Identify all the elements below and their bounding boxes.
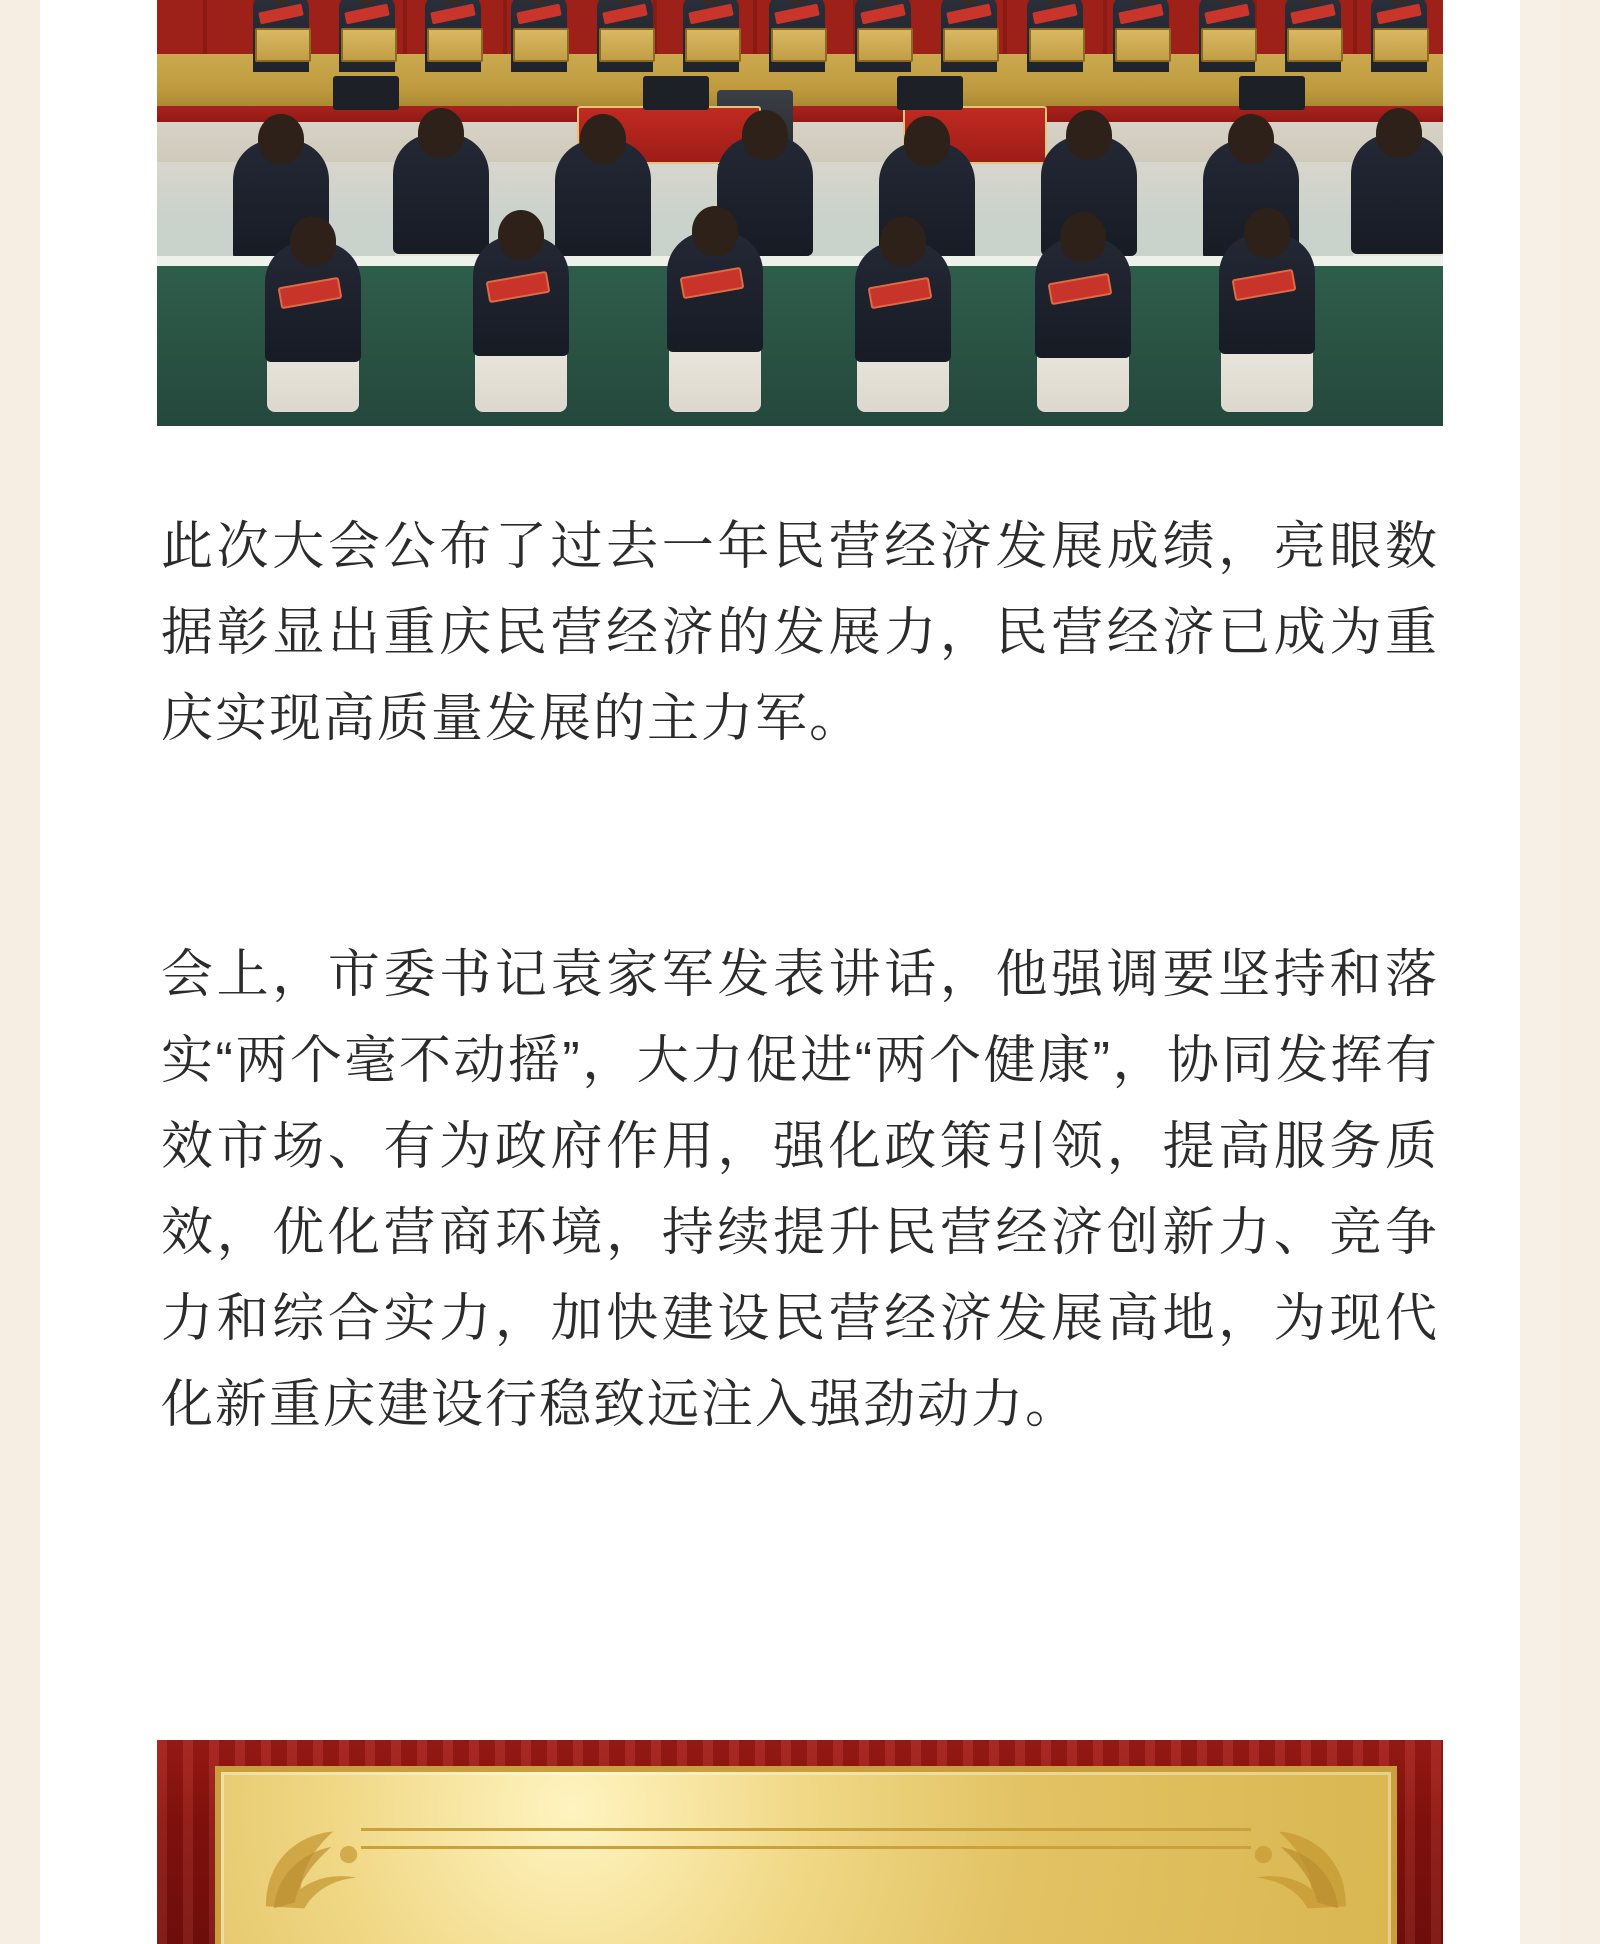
ceremony-hall-scene <box>157 0 1443 426</box>
audience-member <box>393 134 489 254</box>
stage-speaker <box>897 76 963 110</box>
plaque-rule <box>361 1846 1251 1849</box>
audience-member-sash <box>667 232 763 352</box>
awardee-figure <box>253 0 309 72</box>
stage-speaker <box>333 76 399 110</box>
audience-member-sash <box>1035 238 1131 358</box>
gold-plaque <box>215 1766 1397 1944</box>
audience-member <box>1351 134 1443 254</box>
awardee-figure <box>941 0 997 72</box>
page-edge-right <box>1560 0 1600 1944</box>
stage-speaker <box>1239 76 1305 110</box>
article-sheet <box>40 0 1520 1944</box>
page-edge-left <box>0 0 40 1944</box>
plaque-ornament-icon <box>255 1820 373 1916</box>
audience-member-sash <box>473 236 569 356</box>
awardee-figure <box>597 0 653 72</box>
awardee-figure <box>1199 0 1255 72</box>
article-paragraph-1: 此次大会公布了过去一年民营经济发展成绩，亮眼数据彰显出重庆民营经济的发展力，民营经济已成为重庆实现高质量发展的主力军。 <box>161 518 1439 748</box>
article-content-column <box>113 0 1487 1944</box>
plaque-ornament-icon <box>1239 1820 1357 1916</box>
plaque-rule <box>361 1828 1251 1831</box>
audience-member <box>555 140 651 260</box>
audience-member-sash <box>1219 234 1315 354</box>
awardee-figure <box>1285 0 1341 72</box>
awardee-figure <box>683 0 739 72</box>
awardee-figure <box>855 0 911 72</box>
awardee-figure <box>769 0 825 72</box>
awardee-figure <box>511 0 567 72</box>
awardee-figure <box>425 0 481 72</box>
awardee-figure <box>1371 0 1427 72</box>
photo-ceremony[interactable] <box>157 0 1443 426</box>
awardee-figure <box>1113 0 1169 72</box>
awardee-figure <box>1027 0 1083 72</box>
awardee-figure <box>339 0 395 72</box>
stage-speaker <box>643 76 709 110</box>
photo-certificate[interactable] <box>157 1740 1443 1944</box>
audience-member-sash <box>855 242 951 362</box>
article-paragraph-2: 会上，市委书记袁家军发表讲话，他强调要坚持和落实“两个毫不动摇”，大力促进“两个健康”，协同发挥有效市场、有为政府作用，强化政策引领，提高服务质效，优化营商环境，持续提升民营经济创新力、竞争力和综合实力，加快建设民营经济发展高地，为现代化新重庆建设行稳致远注入强劲动力。 <box>161 946 1439 1434</box>
audience-member-sash <box>265 242 361 362</box>
